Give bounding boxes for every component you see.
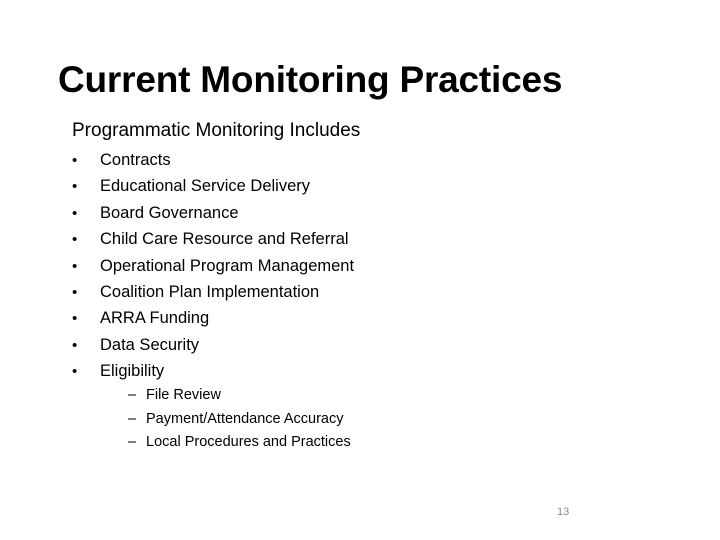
list-item-text: Eligibility — [100, 362, 165, 381]
sub-list-item-text: File Review — [146, 387, 221, 403]
bullet-icon: • — [72, 283, 78, 301]
list-item-text: Contracts — [100, 151, 171, 169]
bullet-icon: • — [72, 152, 78, 169]
list-item — [72, 200, 354, 226]
bullet-icon: • — [72, 336, 78, 354]
list-item — [72, 358, 354, 384]
page-number: 13 — [557, 506, 570, 518]
bullet-list — [72, 147, 354, 385]
sub-bullet-list — [128, 384, 351, 455]
dash-icon: – — [128, 434, 137, 450]
bullet-icon: • — [72, 178, 78, 196]
list-item — [72, 147, 354, 173]
dash-icon: – — [128, 387, 137, 403]
slide-title: Current Monitoring Practices — [58, 59, 563, 100]
dash-icon: – — [128, 410, 137, 427]
list-item-text: Board Governance — [100, 203, 239, 222]
sub-list-item-text: Local Procedures and Practices — [146, 434, 351, 450]
section-heading: Programmatic Monitoring Includes — [72, 120, 361, 141]
bullet-icon: • — [72, 363, 78, 381]
list-item — [72, 279, 354, 305]
list-item-text: Data Security — [100, 335, 200, 354]
sub-list-item — [128, 431, 351, 455]
bullet-icon: • — [72, 231, 78, 249]
list-item-text: ARRA Funding — [100, 309, 210, 328]
bullet-icon: • — [72, 257, 78, 275]
bullet-icon: • — [72, 310, 78, 328]
list-item-text: Educational Service Delivery — [100, 177, 311, 196]
list-item — [72, 173, 354, 199]
sub-list-item-text: Payment/Attendance Accuracy — [146, 410, 344, 427]
sub-list-item — [128, 408, 351, 432]
list-item-text: Coalition Plan Implementation — [100, 282, 320, 301]
list-item-text: Operational Program Management — [100, 256, 355, 275]
list-item — [72, 332, 354, 358]
bullet-icon: • — [72, 204, 78, 222]
list-item — [72, 226, 354, 252]
list-item-text: Child Care Resource and Referral — [100, 230, 349, 249]
list-item — [72, 253, 354, 279]
sub-list-item — [128, 384, 351, 408]
list-item — [72, 305, 354, 331]
